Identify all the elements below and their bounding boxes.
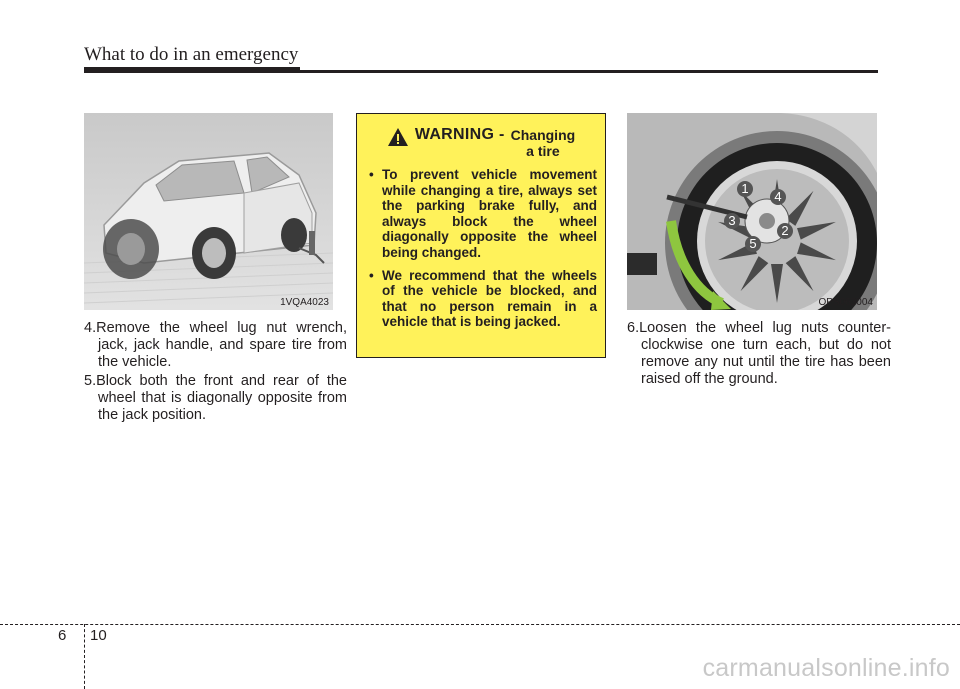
warning-list xyxy=(369,167,597,337)
lug-nut-label-3: 3 xyxy=(724,213,740,229)
warning-item-2 xyxy=(369,268,597,330)
figure-code-right: OPS063004 xyxy=(818,297,873,308)
figure-suv-jack xyxy=(84,113,333,310)
warning-bullet: • xyxy=(369,267,374,283)
page-number: 10 xyxy=(90,627,107,644)
watermark: carmanualsonline.info xyxy=(702,654,950,682)
lug-nut-label-2: 2 xyxy=(777,223,793,239)
warning-triangle-icon xyxy=(387,127,409,147)
page-header-title: What to do in an emergency xyxy=(84,44,299,65)
header-accent-bar xyxy=(84,67,300,73)
step-4: 4.Remove the wheel lug nut wrench, jack, jack handle, and spare tire from the vehicle. xyxy=(84,320,347,370)
warning-bullet: • xyxy=(369,167,374,182)
figure-code-left: 1VQA4023 xyxy=(280,297,329,308)
warning-heading xyxy=(357,126,605,159)
step-6: 6.Loosen the wheel lug nuts counter-clockwise one turn each, but do not remove any nut until the tire has been raised off the ground. xyxy=(627,320,891,387)
wheel-illustration xyxy=(627,113,877,310)
lug-nut-label-5: 5 xyxy=(745,236,761,252)
warning-subtitle xyxy=(511,127,576,159)
lug-nut-label-4: 4 xyxy=(770,189,786,205)
warning-box xyxy=(356,113,606,358)
warning-word: WARNING - xyxy=(414,126,505,143)
footer-rule xyxy=(0,624,960,625)
warning-item-text: We recommend that the wheels of the vehicle be blocked, and that no person remain in a vehicle that is being jacked. xyxy=(382,267,597,330)
warning-item-text: To prevent vehicle movement while changing a tire, always set the parking brake fully, and always block the wheel diagonally opposite the wheel being changed. xyxy=(382,167,597,260)
chapter-number: 6 xyxy=(58,627,67,644)
suv-illustration xyxy=(84,113,333,310)
warning-subtitle-line1: Changing xyxy=(510,127,576,143)
step-5: 5.Block both the front and rear of the wheel that is diagonally opposite from the jack position. xyxy=(84,373,347,423)
warning-item-1 xyxy=(369,167,597,261)
footer-divider xyxy=(84,624,85,689)
figure-wheel-lug-nuts xyxy=(627,113,877,310)
warning-subtitle-line2: a tire xyxy=(526,143,560,159)
lug-nut-label-1: 1 xyxy=(737,181,753,197)
